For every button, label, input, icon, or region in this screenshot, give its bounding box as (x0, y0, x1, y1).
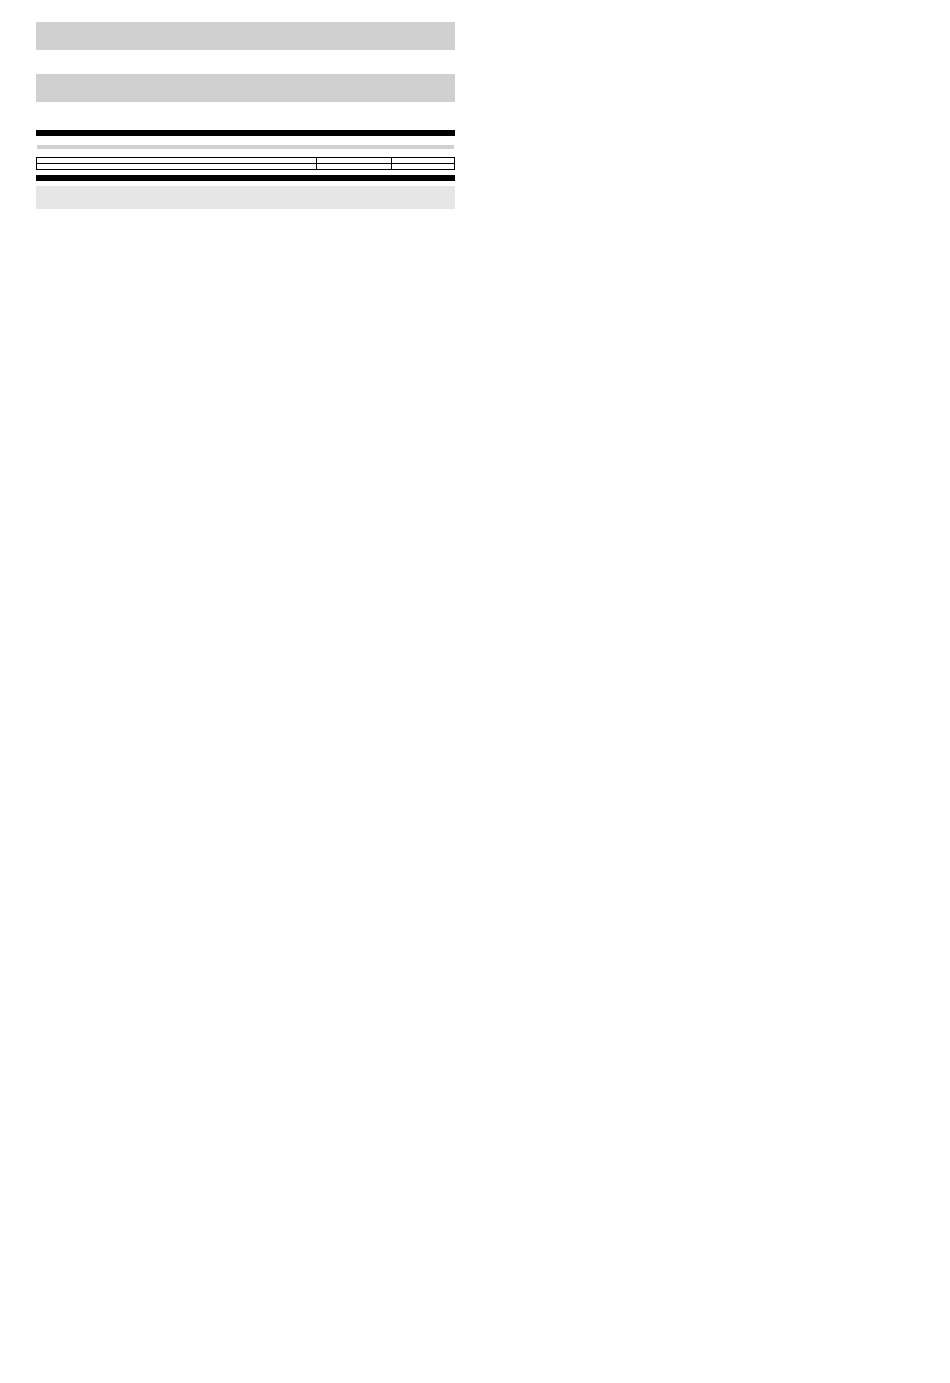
danger-title-line (38, 187, 453, 207)
spec-row (37, 164, 455, 170)
figure-reference (36, 54, 455, 73)
spec-unit (392, 164, 455, 170)
cleaning-robot-subheading (37, 145, 454, 149)
main-column (36, 22, 455, 209)
figure-reference (36, 106, 455, 125)
sensor-cleaning-heading (36, 22, 455, 50)
disposal-heading (36, 175, 455, 181)
danger-warning-box (36, 186, 455, 209)
specifications-table (36, 157, 455, 170)
spec-label (37, 164, 317, 170)
spec-value (317, 164, 392, 170)
battery-removal-heading (36, 74, 455, 102)
technical-data-heading (36, 130, 455, 136)
